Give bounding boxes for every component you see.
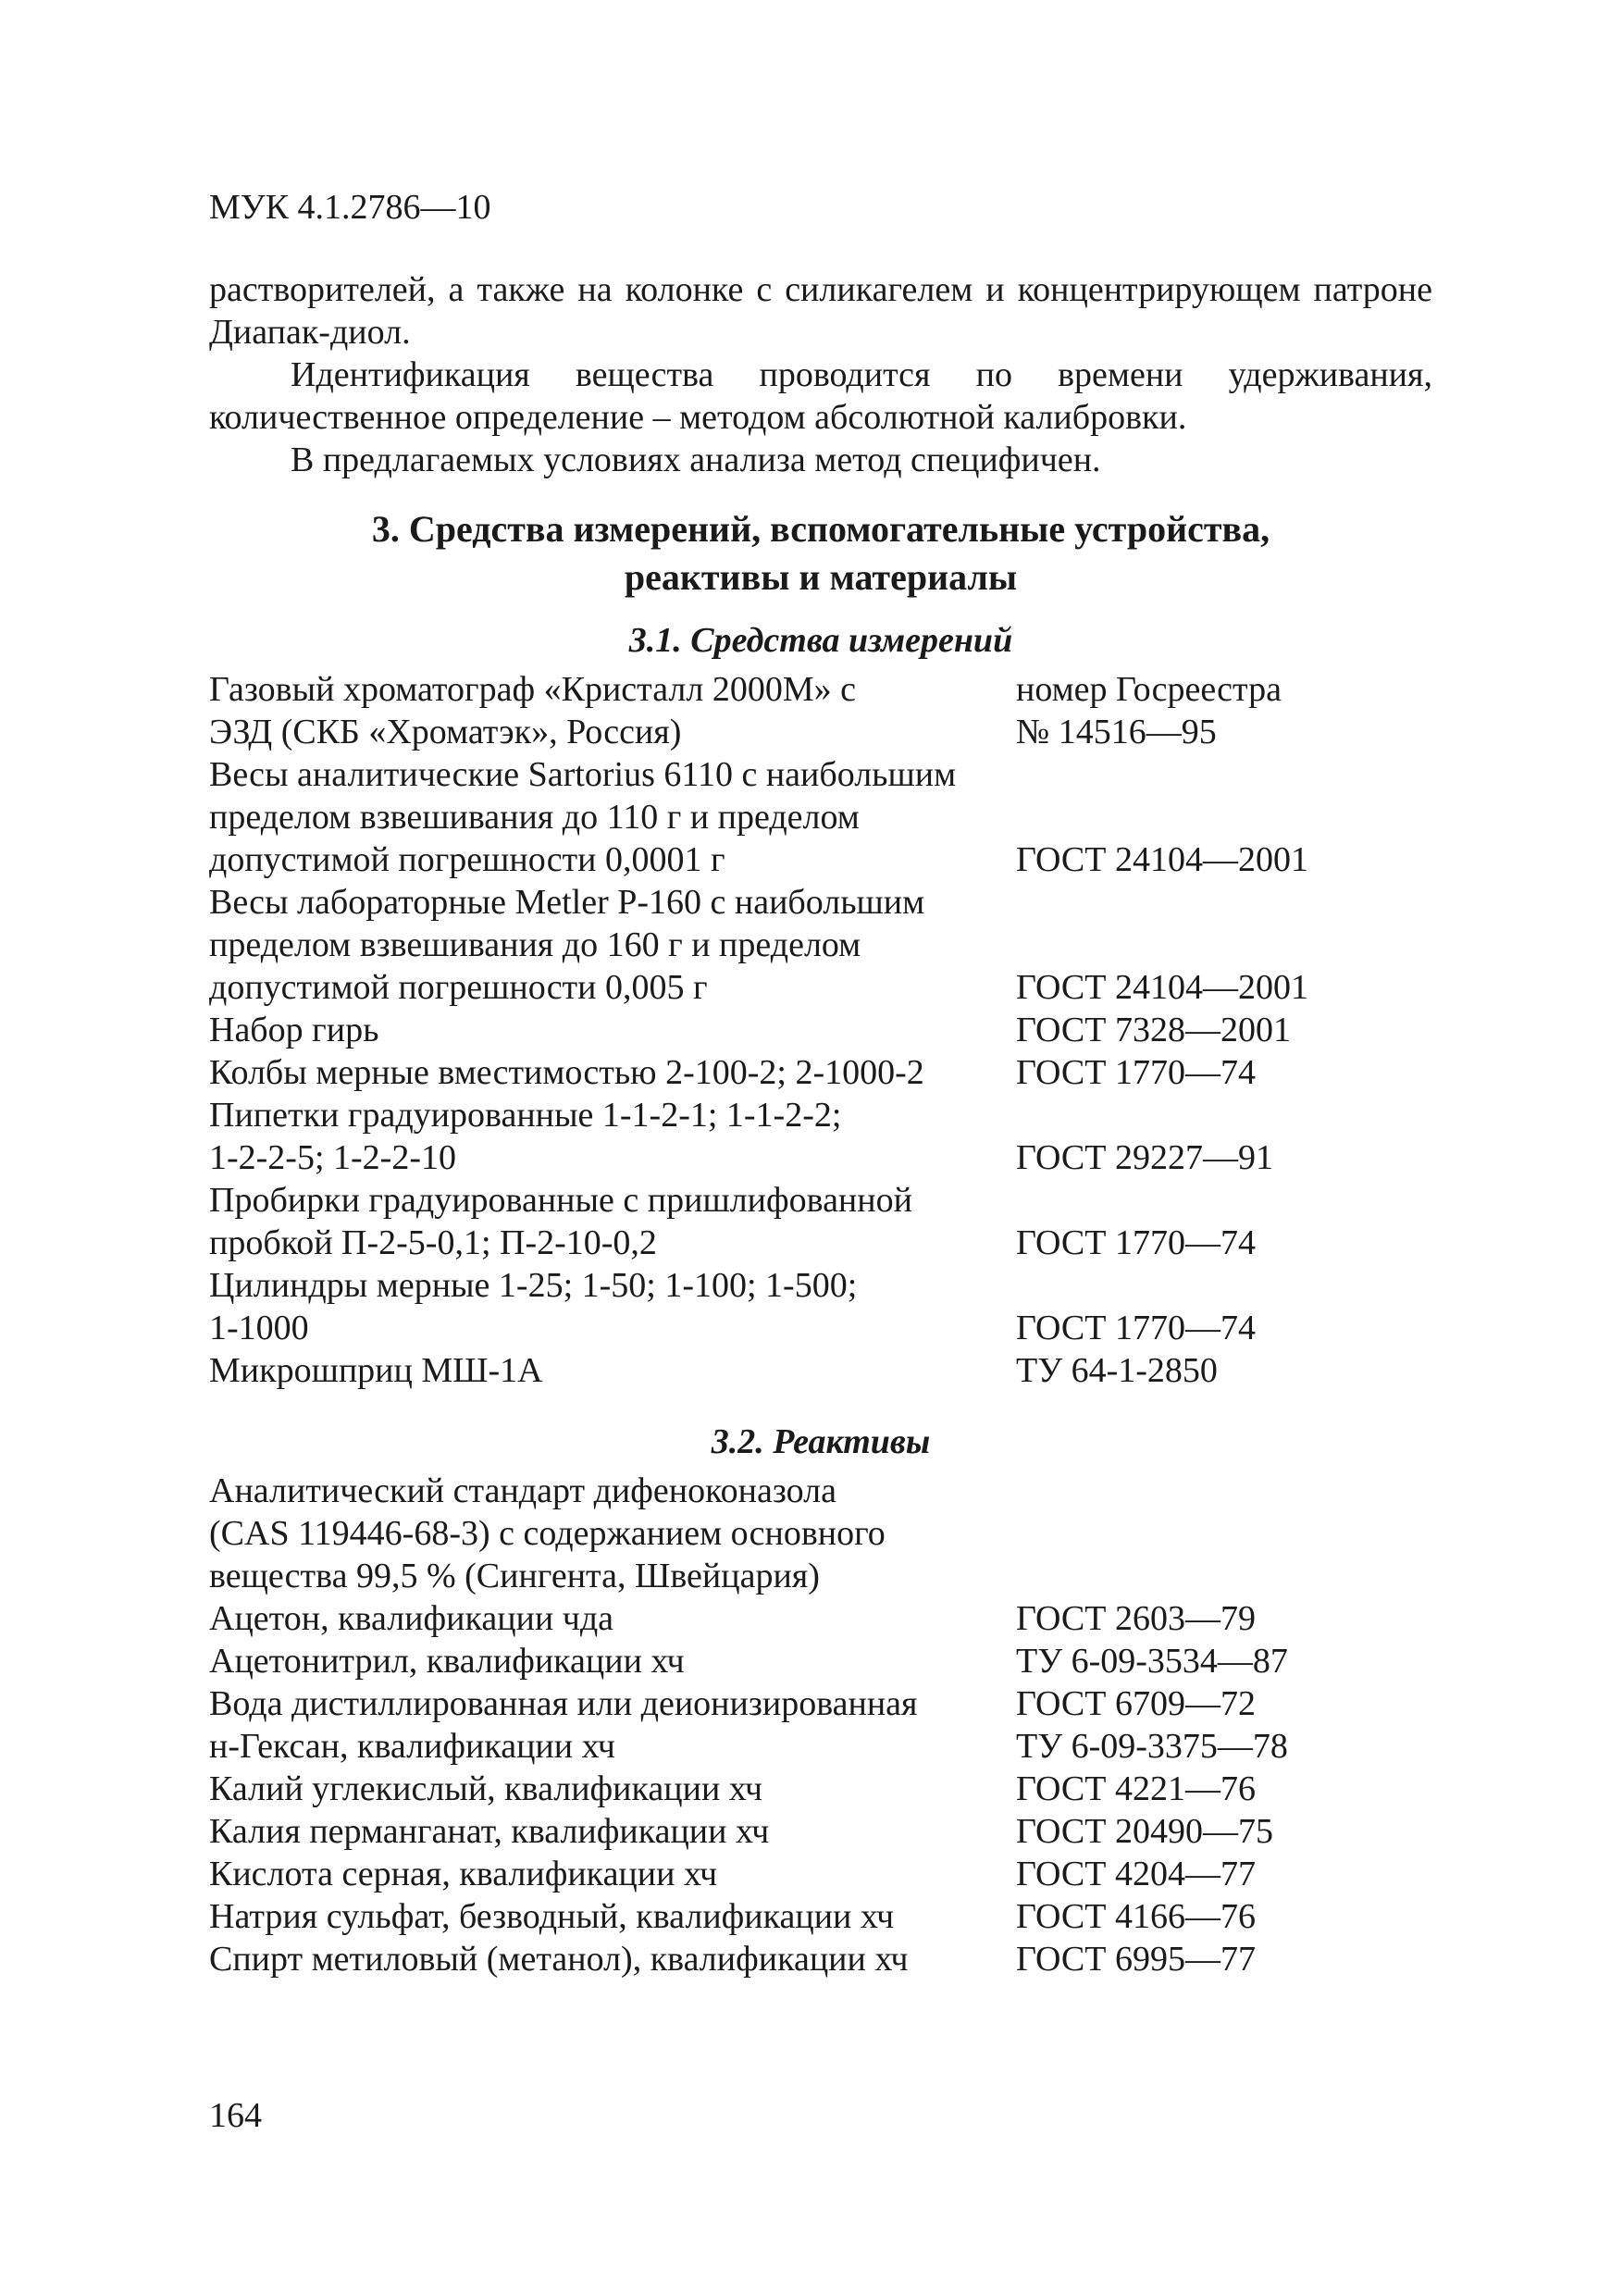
item-standard: ГОСТ 20490—75 xyxy=(1016,1812,1273,1851)
list-item xyxy=(209,1264,1432,1349)
list-item xyxy=(209,1938,1432,1980)
list-item xyxy=(209,1597,1432,1640)
list-item xyxy=(209,1349,1432,1392)
list-item xyxy=(209,1094,1432,1179)
list-item xyxy=(209,881,1432,1009)
item-name: Цилиндры мерные 1-25; 1-50; 1-100; 1-500; 1-1000 xyxy=(209,1266,858,1347)
list-item xyxy=(209,1725,1432,1768)
list-item xyxy=(209,1810,1432,1853)
item-standard: ГОСТ 6995—77 xyxy=(1016,1940,1256,1979)
reagents-list xyxy=(209,1470,1432,1980)
item-name: Микрошприц МШ-1А xyxy=(209,1351,543,1390)
section-3-title-line-2: реактивы и материалы xyxy=(624,556,1018,598)
section-3-title-line-1: 3. Средства измерений, вспомогательные устройства, xyxy=(371,508,1270,550)
item-name: Вода дистиллированная или деионизированная xyxy=(209,1684,918,1723)
item-name: н-Гексан, квалификации хч xyxy=(209,1727,615,1766)
item-standard: ГОСТ 4221—76 xyxy=(1016,1769,1256,1808)
item-standard: ГОСТ 7328—2001 xyxy=(1016,1011,1291,1049)
item-standard: ГОСТ 29227—91 xyxy=(1016,1138,1273,1177)
item-name: Пробирки градуированные с пришлифованной пробкой П-2-5-0,1; П-2-10-0,2 xyxy=(209,1181,912,1262)
item-name: Ацетонитрил, квалификации хч xyxy=(209,1642,685,1681)
item-standard: ГОСТ 2603—79 xyxy=(1016,1599,1256,1638)
section-spacer xyxy=(209,1392,1432,1412)
item-name: Пипетки градуированные 1-1-2-1; 1-1-2-2; 1-2-2-5; 1-2-2-10 xyxy=(209,1096,842,1177)
page-content xyxy=(209,268,1432,1980)
item-standard: ГОСТ 6709—72 xyxy=(1016,1684,1256,1723)
item-name: Кислота серная, квалификации хч xyxy=(209,1855,718,1893)
intro-paragraph-3: В предлагаемых условиях анализа метод специфичен. xyxy=(291,441,1101,479)
item-standard: ТУ 6-09-3375—78 xyxy=(1016,1727,1288,1766)
list-item xyxy=(209,1009,1432,1051)
item-standard: ГОСТ 1770—74 xyxy=(1016,1223,1256,1262)
item-name: Аналитический стандарт дифеноконазола (CAS 119446-68-3) с содержанием основного вещества 99,5 % (Сингента, Швейцария) xyxy=(209,1471,886,1595)
item-name: Весы лабораторные Metler P-160 с наибольшим пределом взвешивания до 160 г и пределом допустимой погрешности 0,005 г xyxy=(209,883,925,1007)
page-number: 164 xyxy=(209,2096,262,2135)
list-item xyxy=(209,1640,1432,1682)
item-name: Набор гирь xyxy=(209,1011,379,1049)
item-name: Спирт метиловый (метанол), квалификации хч xyxy=(209,1940,909,1979)
page-header: МУК 4.1.2786—10 xyxy=(209,188,491,227)
list-item xyxy=(209,1895,1432,1938)
measuring-instruments-list xyxy=(209,668,1432,1392)
list-item xyxy=(209,1853,1432,1895)
item-standard: ТУ 64-1-2850 xyxy=(1016,1351,1218,1390)
list-item xyxy=(209,668,1432,753)
item-name: Весы аналитические Sartorius 6110 с наибольшим пределом взвешивания до 110 г и пределом допустимой погрешности 0,0001 г xyxy=(209,755,957,879)
item-name: Калия перманганат, квалификации хч xyxy=(209,1812,770,1851)
item-standard: ГОСТ 24104—2001 xyxy=(1016,840,1308,879)
item-standard: ГОСТ 4204—77 xyxy=(1016,1855,1256,1893)
item-standard: ТУ 6-09-3534—87 xyxy=(1016,1642,1288,1681)
section-3-title xyxy=(209,505,1432,602)
list-item xyxy=(209,1768,1432,1810)
list-item xyxy=(209,1051,1432,1094)
list-item xyxy=(209,753,1432,881)
item-name: Газовый хроматограф «Кристалл 2000М» с ЭЗД (СКБ «Хроматэк», Россия) xyxy=(209,670,857,751)
item-standard: ГОСТ 4166—76 xyxy=(1016,1897,1256,1936)
item-standard: ГОСТ 1770—74 xyxy=(1016,1309,1256,1347)
list-item xyxy=(209,1470,1432,1597)
item-name: Натрия сульфат, безводный, квалификации хч xyxy=(209,1897,895,1936)
item-name: Ацетон, квалификации чда xyxy=(209,1599,614,1638)
intro-paragraph-2: Идентификация вещества проводится по времени удерживания, количественное определение – методом абсолютной калибровки. xyxy=(209,355,1432,437)
list-item xyxy=(209,1682,1432,1725)
item-name: Колбы мерные вместимостью 2-100-2; 2-1000-2 xyxy=(209,1053,924,1092)
subsection-reagents-title: 3.2. Реактивы xyxy=(711,1422,931,1461)
list-item xyxy=(209,1179,1432,1264)
intro-paragraph-1: растворителей, а также на колонке с силикагелем и концентрирующем патроне Диапак-диол. xyxy=(209,270,1432,352)
subsection-measuring-title: 3.1. Средства измерений xyxy=(628,621,1013,660)
item-name: Калий углекислый, квалификации хч xyxy=(209,1769,762,1808)
item-standard: ГОСТ 1770—74 xyxy=(1016,1053,1256,1092)
item-standard: ГОСТ 24104—2001 xyxy=(1016,968,1308,1007)
item-standard: номер Госреестра № 14516—95 xyxy=(1016,670,1282,751)
